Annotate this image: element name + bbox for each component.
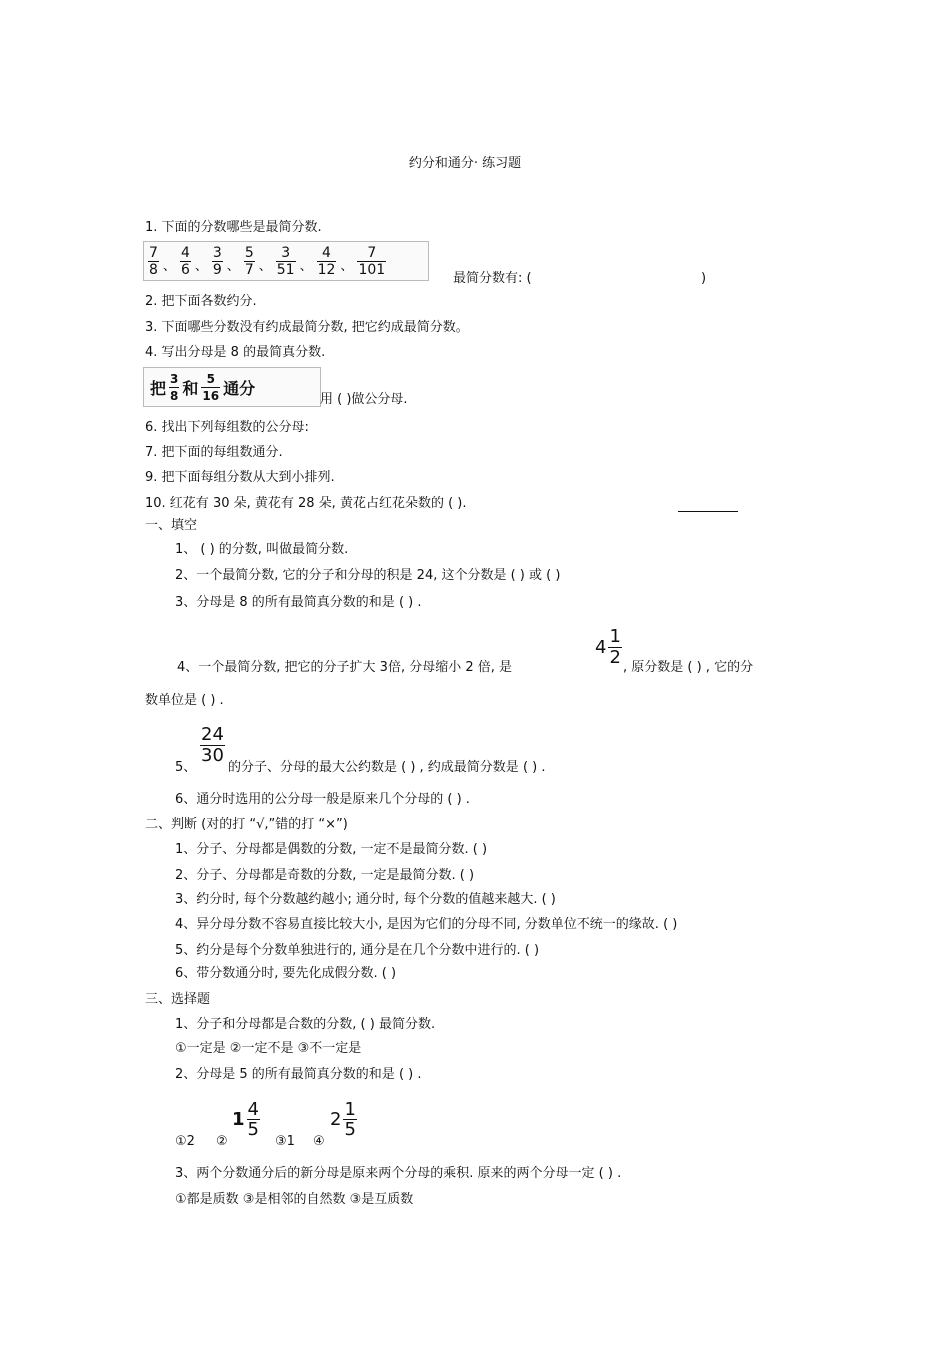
- mixed-number-2-1-5: [330, 1100, 357, 1139]
- text-he: 和: [182, 378, 199, 398]
- separator: 、: [194, 259, 208, 274]
- fill-item-4-c: 数单位是 ( ) .: [145, 693, 224, 708]
- judge-item-4: 4、异分母分数不容易直接比较大小, 是因为它们的分母不同, 分数单位不统一的缘故. ( ): [175, 917, 678, 932]
- question-9: 9. 把下面每组分数从大到小排列.: [145, 470, 335, 485]
- judge-item-2: 2、分子、分母都是奇数的分数, 一定是最简分数. ( ): [175, 868, 475, 883]
- fraction: $\frac{24}{30}$: [201, 724, 224, 766]
- fill-item-4-a: 4、一个最简分数, 把它的分子扩大 3倍, 分母缩小 2 倍, 是: [177, 660, 513, 675]
- fraction: $\frac{7}{101}$: [358, 244, 386, 278]
- judge-item-1: 1、分子、分母都是偶数的分数, 一定不是最简分数. ( ): [175, 842, 488, 857]
- fraction: $\frac{3}{8}$: [170, 371, 179, 403]
- question-2: 2. 把下面各数约分.: [145, 294, 257, 309]
- separator: 、: [299, 259, 313, 274]
- option-3: ③1: [275, 1134, 295, 1149]
- question-5-image: [143, 367, 321, 407]
- question-1: 1. 下面的分数哪些是最简分数.: [145, 220, 322, 235]
- section-3-heading: 三、选择题: [145, 992, 211, 1007]
- fraction: $\frac{3}{9}$: [212, 244, 222, 278]
- text-ba: 把: [150, 378, 167, 398]
- separator: 、: [226, 259, 240, 274]
- question-10: 10. 红花有 30 朵, 黄花有 28 朵, 黄花占红花朵数的 ( ).: [145, 496, 467, 511]
- whole-part: 2: [330, 1109, 342, 1130]
- fraction: $\frac{4}{6}$: [180, 244, 190, 278]
- choice-question-3-options: ①都是质数 ③是相邻的自然数 ③是互质数: [175, 1192, 414, 1207]
- fraction: $\frac{1}{5}$: [344, 1099, 356, 1140]
- text-tongfen: 通分: [223, 378, 256, 398]
- fill-item-5-rest: 的分子、分母的最大公约数是 ( ) , 约成最简分数是 ( ) .: [228, 760, 546, 775]
- separator: 、: [162, 259, 176, 274]
- fill-item-3: 3、分母是 8 的所有最简真分数的和是 ( ) .: [175, 595, 422, 610]
- mixed-number: [595, 627, 622, 668]
- fraction: $\frac{4}{12}$: [317, 244, 336, 278]
- answer-underline: [678, 511, 738, 512]
- whole-part: 1: [232, 1109, 245, 1130]
- question-6: 6. 找出下列每组数的公分母:: [145, 420, 309, 435]
- answer-close: ): [701, 271, 707, 286]
- separator: 、: [340, 259, 354, 274]
- judge-item-3: 3、约分时, 每个分数越约越小; 通分时, 每个分数的值越来越大. ( ): [175, 892, 556, 907]
- fill-item-6: 6、通分时选用的公分母一般是原来几个分母的 ( ) .: [175, 792, 470, 807]
- fraction: $\frac{5}{7}$: [244, 244, 254, 278]
- section-2-heading: 二、判断 (对的打 “√,”错的打 “×”): [145, 817, 348, 832]
- separator: 、: [258, 259, 272, 274]
- option-4-label: ④: [313, 1134, 325, 1149]
- choice-question-1: 1、分子和分母都是合数的分数, ( ) 最简分数.: [175, 1017, 436, 1032]
- question-7: 7. 把下面的每组数通分.: [145, 445, 283, 460]
- fraction-24-30: [200, 725, 225, 766]
- fill-item-4-b: , 原分数是 ( ) , 它的分: [623, 660, 754, 675]
- section-1-heading: 一、填空: [145, 518, 198, 533]
- option-2-label: ②: [216, 1134, 228, 1149]
- fraction: $\frac{4}{5}$: [247, 1099, 259, 1140]
- fraction: $\frac{7}{8}$: [149, 244, 158, 278]
- fill-item-2: 2、一个最简分数, 它的分子和分母的积是 24, 这个分数是 ( ) 或 ( ): [175, 568, 561, 583]
- fraction: $\frac{3}{51}$: [276, 244, 295, 278]
- whole-part: 4: [595, 637, 607, 658]
- fill-item-5-number: 5、: [175, 760, 197, 775]
- fraction: $\frac{1}{2}$: [609, 626, 621, 668]
- mixed-number-1-4-5: [232, 1100, 260, 1139]
- page-title: 约分和通分· 练习题: [408, 156, 522, 171]
- judge-item-6: 6、带分数通分时, 要先化成假分数. ( ): [175, 966, 397, 981]
- question-5-rest: 用 ( )做公分母.: [320, 392, 408, 407]
- fill-item-1: 1、 ( ) 的分数, 叫做最简分数.: [175, 542, 349, 557]
- judge-item-5: 5、约分是每个分数单独进行的, 通分是在几个分数中进行的. ( ): [175, 943, 540, 958]
- fraction: $\frac{5}{16}$: [202, 371, 220, 403]
- choice-question-3: 3、两个分数通分后的新分母是原来两个分母的乘积. 原来的两个分母一定 ( ) .: [175, 1166, 622, 1181]
- question-3: 3. 下面哪些分数没有约成最简分数, 把它约成最简分数。: [145, 320, 469, 335]
- fraction-list-image: [143, 241, 429, 281]
- answer-label: 最简分数有: (: [453, 271, 532, 286]
- choice-question-2: 2、分母是 5 的所有最简真分数的和是 ( ) .: [175, 1067, 422, 1082]
- question-4: 4. 写出分母是 8 的最简真分数.: [145, 345, 326, 360]
- option-1: ①2: [175, 1134, 195, 1149]
- choice-question-1-options: ①一定是 ②一定不是 ③不一定是: [175, 1041, 362, 1056]
